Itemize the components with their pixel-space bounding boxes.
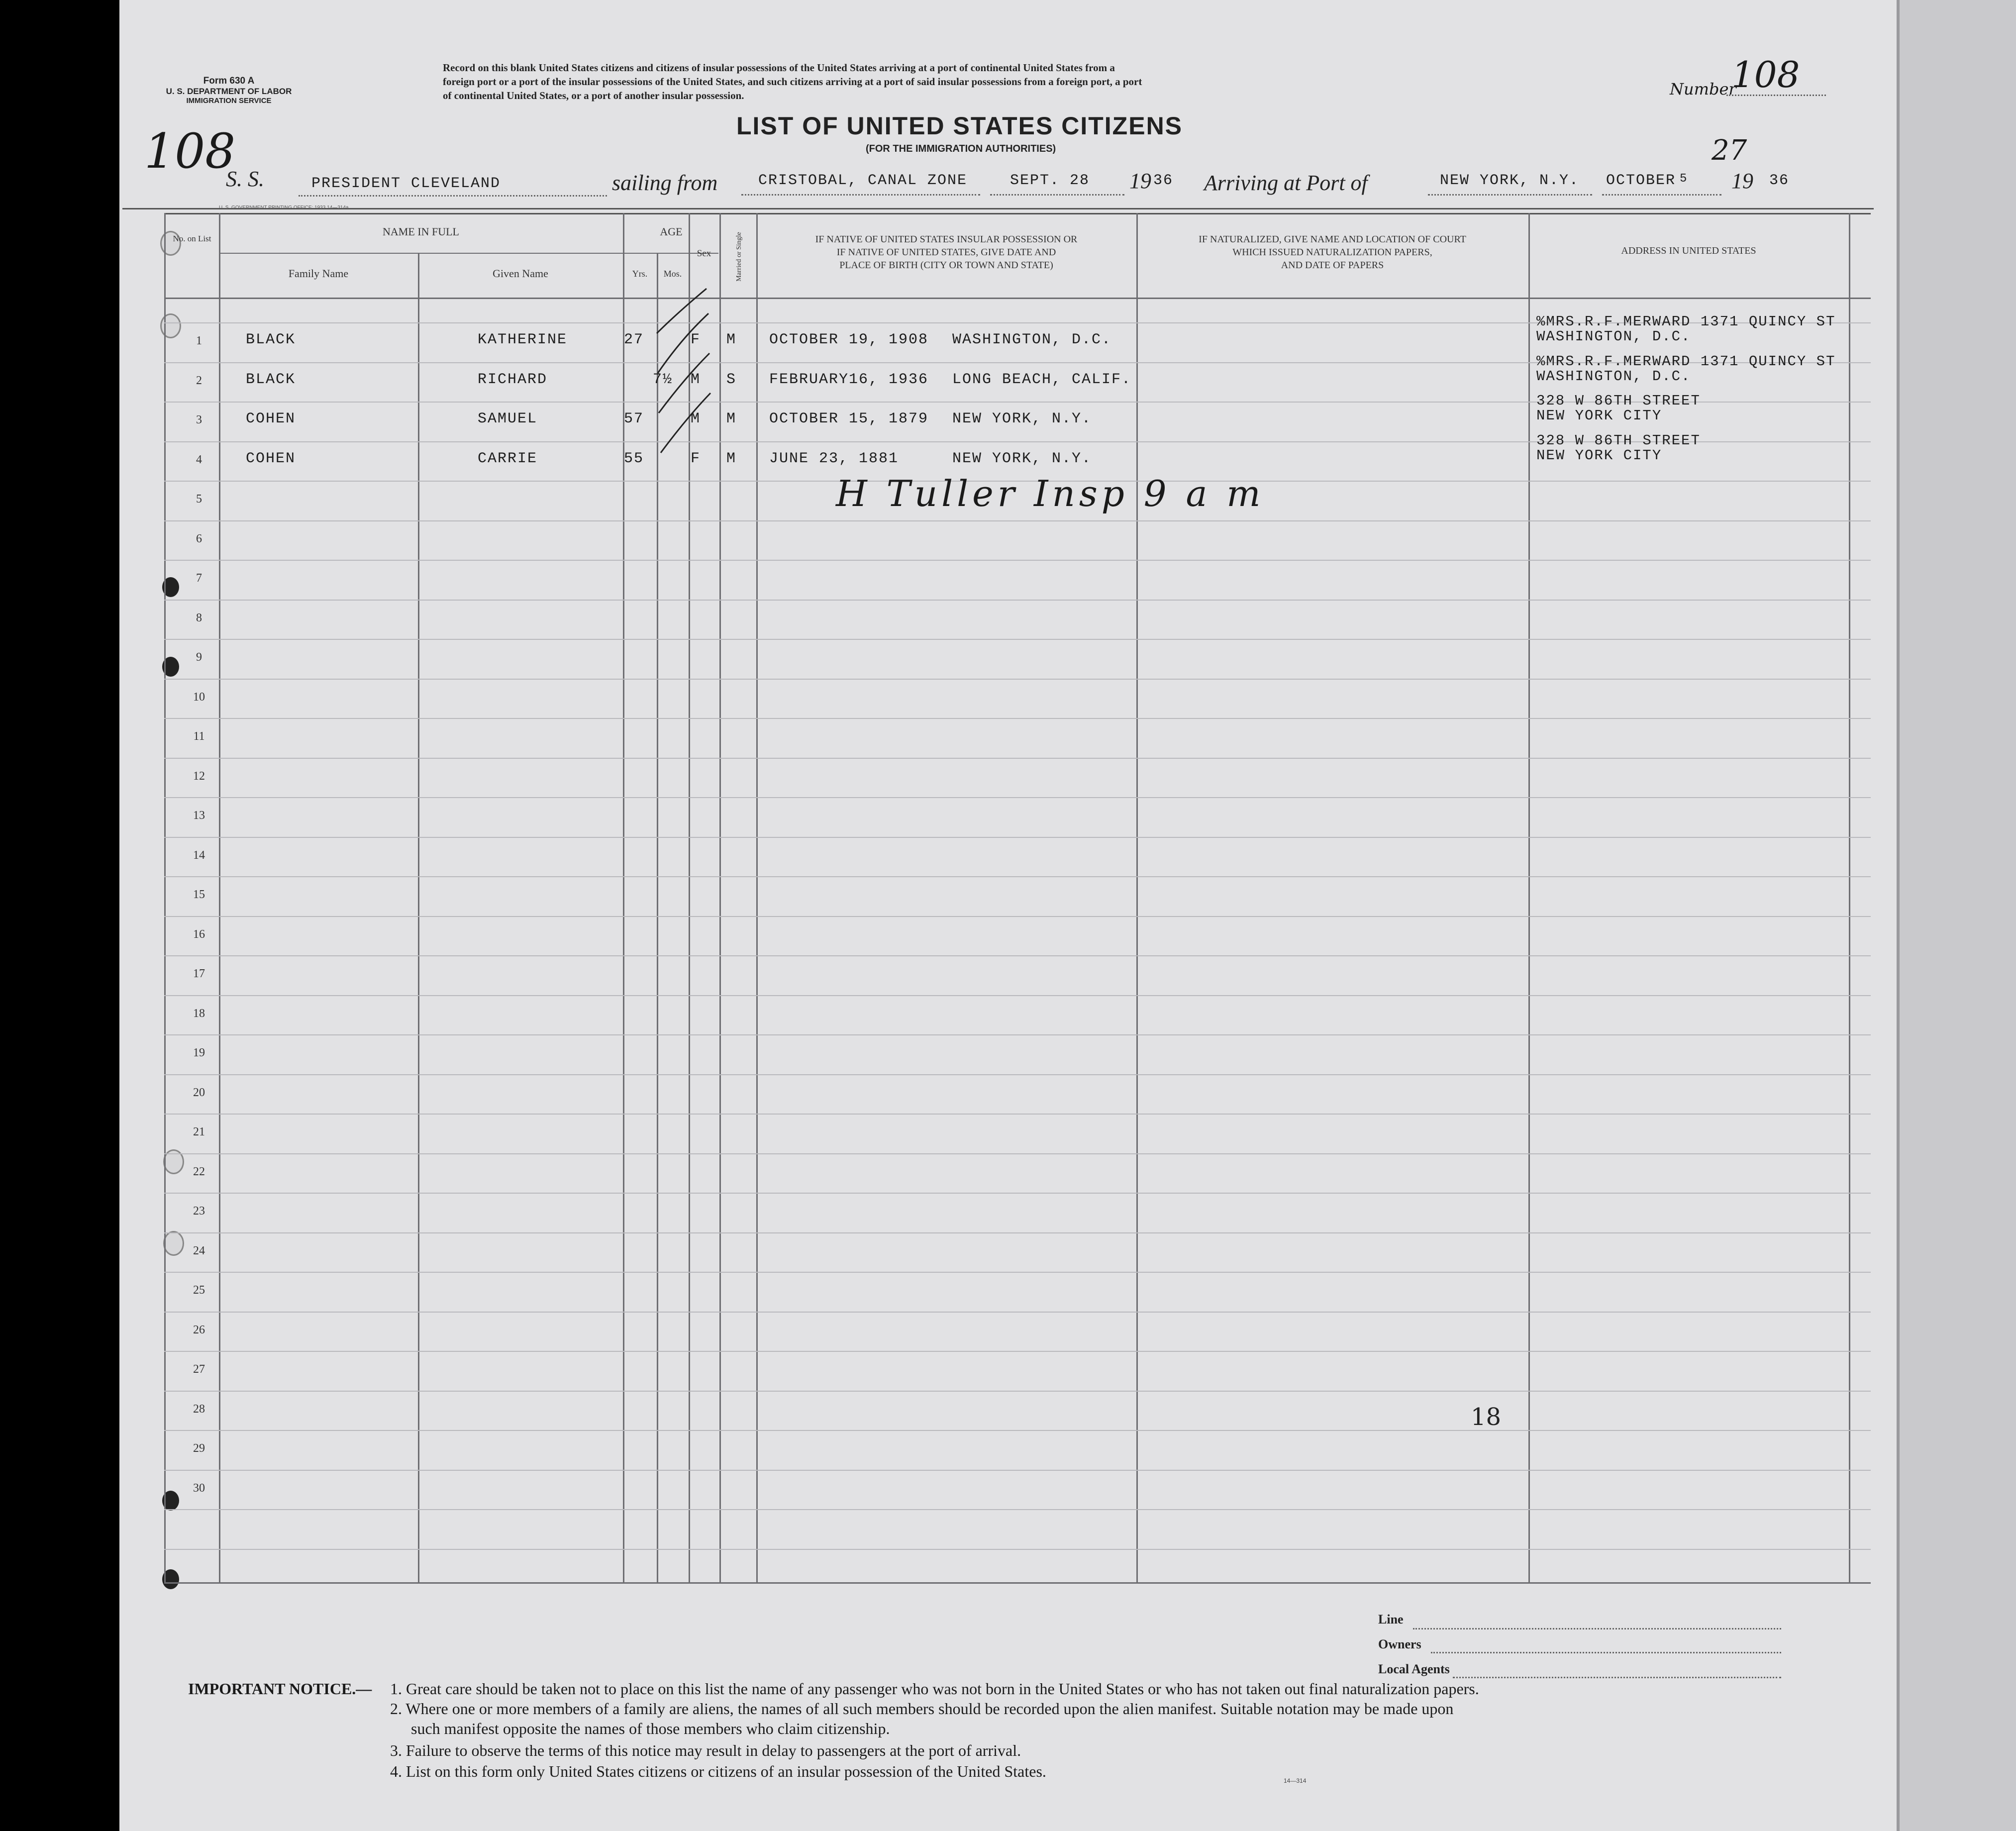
row-number: 30 xyxy=(193,1482,205,1495)
notice-heading: IMPORTANT NOTICE.— xyxy=(188,1680,372,1698)
arrival-day: 5 xyxy=(1680,172,1688,186)
ss-label: S. S. xyxy=(226,167,264,191)
row-rule xyxy=(164,1549,1871,1550)
row-rule xyxy=(164,955,1871,956)
row-number: 16 xyxy=(193,928,205,941)
row-number: 21 xyxy=(193,1125,205,1138)
notice-item-4: 4. List on this form only United States citizens or citizens of an insular possession of the United States. xyxy=(390,1762,1046,1780)
punch-hole xyxy=(48,659,74,685)
printing-office: U. S. GOVERNMENT PRINTING OFFICE: 1933 14—314a xyxy=(219,205,349,210)
row-rule xyxy=(164,916,1871,917)
arrival-day-correction: 27 xyxy=(1712,134,1747,167)
row-rule xyxy=(164,639,1871,640)
table-header-rule xyxy=(164,298,1871,299)
row-number: 6 xyxy=(196,532,202,545)
row-number: 17 xyxy=(193,967,205,980)
check-mark xyxy=(657,289,706,333)
notice-item-2-continued: such manifest opposite the names of those members who claim citizenship. xyxy=(411,1720,890,1737)
row-number: 27 xyxy=(193,1363,205,1376)
local-agents-field xyxy=(1453,1677,1781,1678)
col-header-married: Married or Single xyxy=(735,232,743,282)
birth-place-cell: LONG BEACH, CALIF. xyxy=(952,371,1132,388)
row-rule xyxy=(164,1470,1871,1471)
punch-hole xyxy=(48,1232,74,1258)
row-number: 24 xyxy=(193,1244,205,1257)
arrival-year: 36 xyxy=(1769,172,1790,189)
address-line2-cell: NEW YORK CITY xyxy=(1536,407,1662,424)
family-name-cell: COHEN xyxy=(246,410,296,427)
sex-cell: M xyxy=(691,410,701,427)
col-header-mos: Mos. xyxy=(663,269,682,279)
punch-hole xyxy=(48,234,74,260)
birth-date-cell: FEBRUARY16, 1936 xyxy=(769,371,929,388)
row-rule xyxy=(164,797,1871,798)
form-subtitle: (FOR THE IMMIGRATION AUTHORITIES) xyxy=(866,143,1056,154)
line-label: Line xyxy=(1378,1612,1404,1627)
record-note-line2: foreign port or a port of the insular possessions of the United States, and such citizens arriving at a port of said insular possessions from a foreign port, a port xyxy=(443,76,1142,88)
col-header-naturalized-line: AND DATE OF PAPERS xyxy=(1281,260,1384,271)
col-header-age: AGE xyxy=(660,225,683,238)
row-number: 18 xyxy=(193,1007,205,1020)
arriving-label: Arriving at Port of xyxy=(1204,171,1368,195)
reinforcement-ring xyxy=(163,1231,184,1256)
row-number: 15 xyxy=(193,888,205,901)
departure-port: CRISTOBAL, CANAL ZONE xyxy=(758,172,968,189)
arrival-date-line xyxy=(1602,194,1721,196)
given-name-cell: RICHARD xyxy=(478,371,548,388)
birth-place-cell: NEW YORK, N.Y. xyxy=(952,450,1092,467)
age-years-cell: 57 xyxy=(624,410,644,427)
table-top-rule xyxy=(164,213,1871,214)
col-header-no: No. on List xyxy=(173,234,211,243)
punch-hole xyxy=(48,577,74,603)
row-rule xyxy=(164,718,1871,719)
row-rule xyxy=(164,1114,1871,1115)
binding-strip xyxy=(1897,0,2016,1831)
table-bottom-rule xyxy=(164,1582,1871,1584)
row-rule xyxy=(164,679,1871,680)
check-mark xyxy=(658,313,708,373)
row-number: 10 xyxy=(193,691,205,704)
column-rule xyxy=(164,213,166,1582)
row-number: 9 xyxy=(196,651,202,664)
col-header-native-line: IF NATIVE OF UNITED STATES, GIVE DATE AND xyxy=(836,247,1056,258)
row-number: 29 xyxy=(193,1442,205,1455)
check-marks xyxy=(647,279,716,468)
ship-line xyxy=(299,195,607,197)
col-header-yrs: Yrs. xyxy=(632,269,648,279)
form-number: Form 630 A xyxy=(203,76,255,86)
age-months-cell: 7½ xyxy=(653,371,673,388)
reinforcement-ring xyxy=(160,313,181,338)
departure-year-prefix: 19 xyxy=(1129,169,1151,193)
given-name-cell: KATHERINE xyxy=(478,331,568,348)
row-rule xyxy=(164,1391,1871,1392)
row-rule xyxy=(164,1193,1871,1194)
line-field xyxy=(1413,1628,1781,1629)
arrival-port: NEW YORK, N.Y. xyxy=(1440,172,1580,189)
age-years-cell: 27 xyxy=(624,331,644,348)
column-rule xyxy=(1528,213,1530,1582)
row-rule xyxy=(164,1351,1871,1352)
birth-date-cell: OCTOBER 15, 1879 xyxy=(769,410,929,427)
col-header-name: NAME IN FULL xyxy=(383,225,459,238)
row-number: 26 xyxy=(193,1323,205,1336)
punch-hole xyxy=(48,317,74,343)
row-rule xyxy=(164,520,1871,521)
col-header-naturalized xyxy=(1136,233,1528,272)
address-line1-cell: %MRS.R.F.MERWARD 1371 QUINCY ST xyxy=(1536,353,1836,370)
row-number: 25 xyxy=(193,1284,205,1297)
department-label: U. S. DEPARTMENT OF LABOR xyxy=(166,87,292,96)
row-rule xyxy=(164,1232,1871,1233)
col-header-native-line: PLACE OF BIRTH (CITY OR TOWN AND STATE) xyxy=(839,260,1053,271)
sex-cell: F xyxy=(691,331,701,348)
family-name-cell: BLACK xyxy=(246,371,296,388)
punch-hole xyxy=(48,1488,74,1514)
column-rule xyxy=(719,213,721,1582)
row-number: 28 xyxy=(193,1403,205,1416)
row-rule xyxy=(164,758,1871,759)
col-header-native xyxy=(756,233,1136,272)
row-number: 22 xyxy=(193,1165,205,1178)
column-rule xyxy=(418,253,419,1582)
address-line1-cell: %MRS.R.F.MERWARD 1371 QUINCY ST xyxy=(1536,313,1836,330)
row-rule xyxy=(164,1153,1871,1154)
row-rule xyxy=(164,837,1871,838)
col-header-address: ADDRESS IN UNITED STATES xyxy=(1621,245,1756,256)
record-note-line1: Record on this blank United States citizens and citizens of insular possessions of the United States arriving at a port of continental United States from a xyxy=(443,62,1115,74)
address-line1-cell: 328 W 86TH STREET xyxy=(1536,432,1701,449)
family-name-cell: COHEN xyxy=(246,450,296,467)
row-rule xyxy=(164,1034,1871,1035)
row-number: 20 xyxy=(193,1086,205,1099)
address-line2-cell: NEW YORK CITY xyxy=(1536,447,1662,464)
row-number: 13 xyxy=(193,809,205,822)
row-number: 19 xyxy=(193,1046,205,1059)
row-rule xyxy=(164,1430,1871,1431)
address-line2-cell: WASHINGTON, D.C. xyxy=(1536,368,1691,385)
col-header-native-line: IF NATIVE OF UNITED STATES INSULAR POSSESSION OR xyxy=(815,234,1078,245)
marital-status-cell: M xyxy=(726,450,737,467)
row-rule xyxy=(164,560,1871,561)
column-rule xyxy=(1136,213,1138,1582)
row-number: 14 xyxy=(193,849,205,862)
departure-date-line xyxy=(990,194,1124,196)
col-header-sex: Sex xyxy=(697,248,711,259)
birth-date-cell: OCTOBER 19, 1908 xyxy=(769,331,929,348)
row-rule xyxy=(164,1509,1871,1510)
arrival-month: OCTOBER xyxy=(1606,172,1676,189)
column-rule xyxy=(756,213,758,1582)
sailing-label: sailing from xyxy=(612,171,718,195)
number-line xyxy=(1726,95,1826,96)
col-header-given: Given Name xyxy=(493,267,548,280)
header-rule xyxy=(122,208,1874,209)
notice-item-3: 3. Failure to observe the terms of this notice may result in delay to passengers at the port of arrival. xyxy=(390,1741,1021,1759)
column-rule xyxy=(219,213,220,1582)
name-subrule xyxy=(219,253,627,254)
form-code: 14—314 xyxy=(1284,1777,1307,1784)
notice-item-2: 2. Where one or more members of a family are aliens, the names of all such members should be recorded upon the alien manifest. Suitable notation may be made upon xyxy=(390,1700,1454,1718)
notice-item-1: 1. Great care should be taken not to place on this list the name of any passenger who was not born in the United States or who has not taken out final naturalization papers. xyxy=(390,1680,1479,1698)
row-number: 23 xyxy=(193,1205,205,1218)
record-note-line3: of continental United States, or a port of another insular possession. xyxy=(443,90,744,102)
local-agents-label: Local Agents xyxy=(1378,1662,1450,1676)
row-number: 4 xyxy=(196,453,202,466)
owners-label: Owners xyxy=(1378,1637,1421,1651)
row-rule xyxy=(164,995,1871,996)
row-rule xyxy=(164,1074,1871,1075)
row-number: 8 xyxy=(196,611,202,624)
col-header-family: Family Name xyxy=(288,267,349,280)
col-header-naturalized-line: IF NATURALIZED, GIVE NAME AND LOCATION OF COURT xyxy=(1199,234,1466,245)
check-mark xyxy=(661,393,710,453)
age-years-cell: 55 xyxy=(624,450,644,467)
number-value: 108 xyxy=(1731,54,1800,96)
row-number: 12 xyxy=(193,770,205,783)
service-label: IMMIGRATION SERVICE xyxy=(186,97,272,105)
row-number: 2 xyxy=(196,374,202,387)
stamp-number: 18 xyxy=(1471,1403,1502,1431)
row-rule xyxy=(164,600,1871,601)
birth-date-cell: JUNE 23, 1881 xyxy=(769,450,899,467)
departure-port-line xyxy=(741,194,980,196)
birth-place-cell: WASHINGTON, D.C. xyxy=(952,331,1112,348)
given-name-cell: CARRIE xyxy=(478,450,538,467)
punch-hole xyxy=(48,1569,74,1595)
row-rule xyxy=(164,1312,1871,1313)
sex-cell: M xyxy=(691,371,701,388)
birth-place-cell: NEW YORK, N.Y. xyxy=(952,410,1092,427)
departure-date: SEPT. 28 xyxy=(1010,172,1090,189)
row-number: 1 xyxy=(196,334,202,347)
marital-status-cell: M xyxy=(726,331,737,348)
address-line2-cell: WASHINGTON, D.C. xyxy=(1536,328,1691,345)
handwritten-inspector-note: H Tuller Insp 9 a m xyxy=(836,473,1265,514)
col-header-naturalized-line: WHICH ISSUED NATURALIZATION PAPERS, xyxy=(1232,247,1432,258)
arrival-year-prefix: 19 xyxy=(1731,169,1753,193)
departure-year: 36 xyxy=(1153,172,1174,189)
address-line1-cell: 328 W 86TH STREET xyxy=(1536,393,1701,409)
punch-hole xyxy=(48,1150,74,1176)
number-label: Number xyxy=(1670,80,1736,99)
row-rule xyxy=(164,876,1871,877)
marital-status-cell: S xyxy=(726,371,737,388)
row-number: 3 xyxy=(196,413,202,426)
ship-name: PRESIDENT CLEVELAND xyxy=(311,175,501,192)
sex-cell: F xyxy=(691,450,701,467)
arrival-port-line xyxy=(1428,194,1592,196)
given-name-cell: SAMUEL xyxy=(478,410,538,427)
margin-number: 108 xyxy=(144,123,236,179)
row-rule xyxy=(164,1272,1871,1273)
column-rule xyxy=(1849,213,1850,1582)
form-title: LIST OF UNITED STATES CITIZENS xyxy=(736,112,1183,140)
marital-status-cell: M xyxy=(726,410,737,427)
family-name-cell: BLACK xyxy=(246,331,296,348)
row-number: 11 xyxy=(193,730,205,743)
owners-field xyxy=(1431,1652,1781,1653)
row-number: 5 xyxy=(196,493,202,506)
row-number: 7 xyxy=(196,572,202,585)
